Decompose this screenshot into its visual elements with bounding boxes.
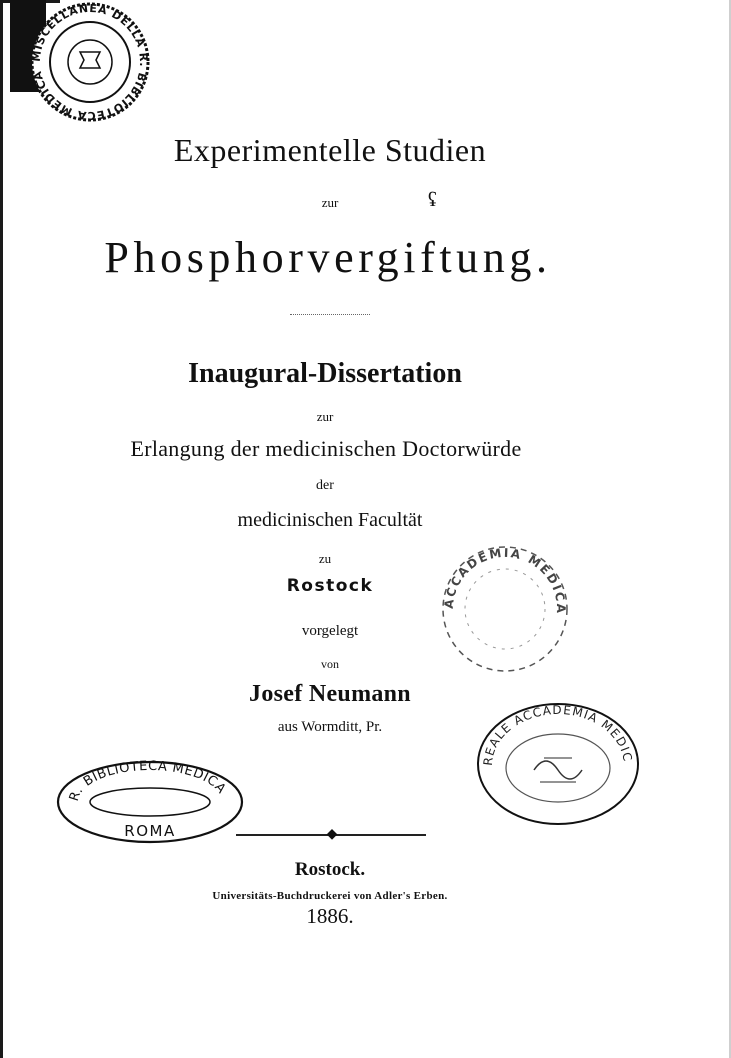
main-title: Phosphorvergiftung.	[104, 233, 552, 282]
stamp-text-top-left: MISCELLANEA DELLA R. BIBLIOTECA MEDICA	[29, 1, 151, 123]
title-connector: zur	[321, 195, 339, 210]
author-name: Josef Neumann	[249, 681, 411, 707]
imprint-year: 1886.	[306, 904, 354, 928]
university-city: Rostock	[286, 576, 374, 596]
separator-dots	[290, 314, 370, 317]
library-stamp-middle-right	[432, 544, 578, 674]
imprint-printer: Universitäts-Buchdruckerei von Adler's Erben.	[212, 890, 448, 902]
connector-der: der	[316, 478, 334, 493]
stamp-text-middle-right: ACCADEMIA MEDICA	[441, 545, 569, 615]
svg-text:ACCADEMIA MEDICA	[442, 546, 568, 615]
page-left-edge	[0, 0, 3, 1058]
purpose-line: Erlangung der medicinischen Doctorwürde	[130, 436, 522, 461]
dissertation-heading: Inaugural-Dissertation	[188, 358, 462, 389]
stamp-text-lower-left-top: R. BIBLIOTECA MEDICA	[66, 758, 229, 804]
library-stamp-lower-left	[52, 756, 248, 852]
handwritten-mark: ʢ	[428, 189, 437, 211]
connector-zu: zu	[318, 551, 332, 566]
stamp-text-lower-right: REALE ACCADEMIA MEDICA DI ROMA	[468, 689, 635, 767]
academy-stamp-lower-right	[468, 689, 640, 826]
rule-ornament-icon: ◆	[326, 826, 338, 842]
library-stamp-top-left	[10, 0, 160, 122]
connector-von: von	[321, 657, 339, 671]
author-origin: aus Wormditt, Pr.	[277, 719, 383, 735]
title-line-1: Experimentelle Studien	[173, 132, 487, 168]
stamp-text-lower-left-bottom: ROMA	[124, 822, 176, 840]
presented-by-label: vorgelegt	[301, 623, 359, 639]
connector-zur: zur	[316, 409, 334, 424]
faculty-line: medicinischen Facultät	[237, 509, 423, 531]
imprint-city: Rostock.	[294, 859, 366, 880]
